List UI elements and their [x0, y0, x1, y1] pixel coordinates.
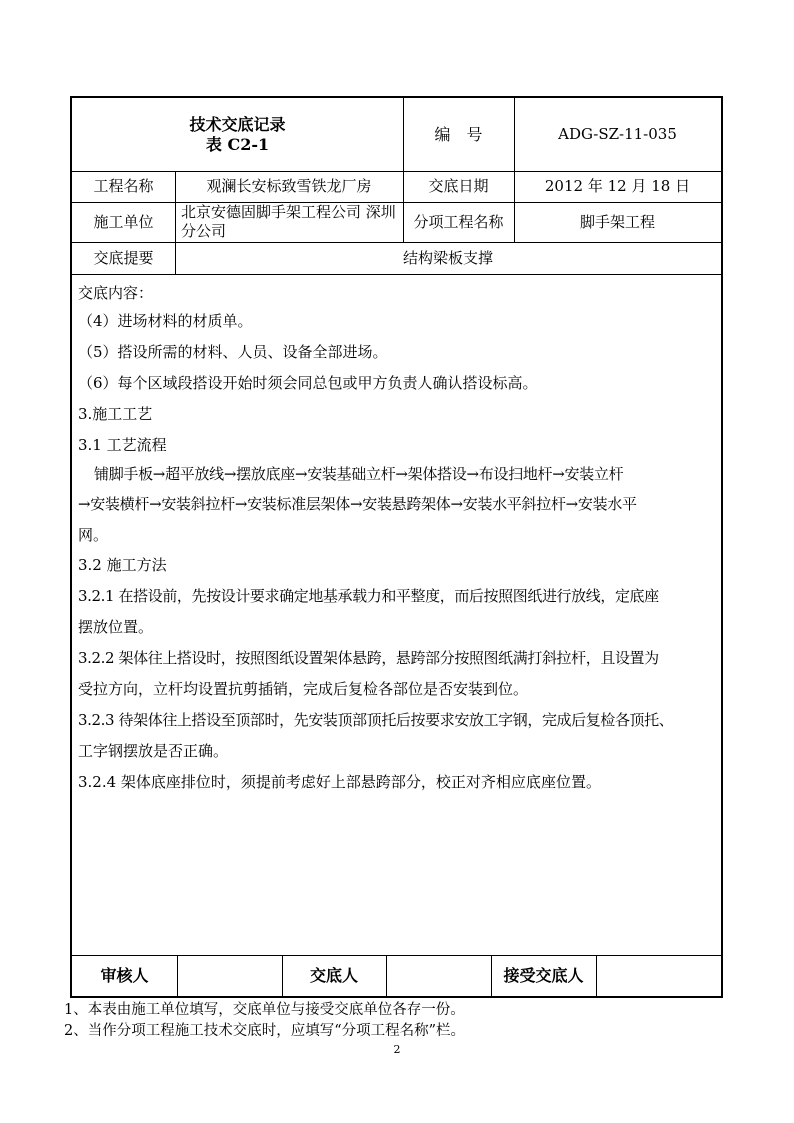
project-label: 工程名称 [93, 177, 154, 195]
summary-value: 结构梁板支撑 [402, 248, 493, 267]
code-value: ADG-SZ-11-035 [558, 125, 677, 143]
content-line: （4）进场材料的材质单。 [78, 312, 253, 330]
content-heading: 交底内容： [78, 284, 154, 302]
form-title-code: 表 C2-1 [205, 134, 270, 154]
content-line: 3.2.3 待架体往上搭设至顶部时，先安装顶部顶托后按要求安放工字钢，完成后复检各顶托、 [78, 711, 674, 729]
content-line: 3.2.4 架体底座排位时，须提前考虑好上部悬跨部分，校正对齐相应底座位置。 [78, 773, 601, 791]
content-line: 铺脚手板→超平放线→摆放底座→安装基础立杆→架体搭设→布设扫地杆→安装立杆 [94, 465, 624, 483]
unit-label: 施工单位 [93, 212, 154, 231]
record-form [70, 96, 723, 998]
reviewer-label: 审核人 [100, 966, 149, 985]
footnote: 1、本表由施工单位填写，交底单位与接受交底单位各存一份。 [64, 1002, 465, 1018]
content-line: 摆放位置。 [78, 618, 154, 636]
code-label: 编 号 [434, 125, 483, 144]
content-line: （6）每个区域段搭设开始时须会同总包或甲方负责人确认搭设标高。 [78, 374, 538, 392]
content-line: 3.施工工艺 [78, 405, 153, 423]
date-value: 2012 年 12 月 18 日 [544, 177, 691, 195]
content-line: 3.2.2 架体往上搭设时，按照图纸设置架体悬跨，悬跨部分按照图纸满打斜拉杆，且设置为 [78, 649, 659, 667]
row-divider [72, 274, 721, 275]
subitem-label: 分项工程名称 [413, 212, 504, 231]
content-line: 3.2 施工方法 [78, 556, 167, 574]
subitem-value: 脚手架工程 [579, 212, 655, 231]
content-line: 受拉方向，立杆均设置抗剪插销，完成后复检各部位是否安装到位。 [78, 680, 529, 698]
reviewer-signature-field[interactable] [177, 955, 282, 996]
content-line: 3.1 工艺流程 [78, 436, 167, 454]
page-number: 2 [393, 1043, 401, 1056]
receiver-signature-field[interactable] [596, 955, 721, 996]
form-title-main: 技术交底记录 [189, 114, 286, 134]
discloser-label: 交底人 [309, 966, 358, 985]
receiver-label: 接受交底人 [503, 966, 584, 985]
form-title [72, 98, 403, 171]
content-line: 网。 [78, 526, 109, 544]
content-line: （5）搭设所需的材料、人员、设备全部进场。 [78, 343, 388, 361]
unit-value: 北京安德固脚手架工程公司 深圳分公司 [181, 203, 396, 240]
project-value: 观澜长安标致雪铁龙厂房 [206, 177, 372, 195]
discloser-signature-field[interactable] [386, 955, 491, 996]
content-line: →安装横杆→安装斜拉杆→安装标准层架体→安装悬跨架体→安装水平斜拉杆→安装水平 [78, 495, 637, 513]
date-label: 交底日期 [428, 177, 489, 195]
summary-label: 交底提要 [93, 248, 154, 267]
content-line: 工字钢摆放是否正确。 [78, 742, 229, 760]
content-line: 3.2.1 在搭设前，先按设计要求确定地基承载力和平整度，而后按照图纸进行放线，定底座 [78, 587, 659, 605]
footnote: 2、当作分项工程施工技术交底时，应填写“分项工程名称”栏。 [64, 1023, 466, 1039]
